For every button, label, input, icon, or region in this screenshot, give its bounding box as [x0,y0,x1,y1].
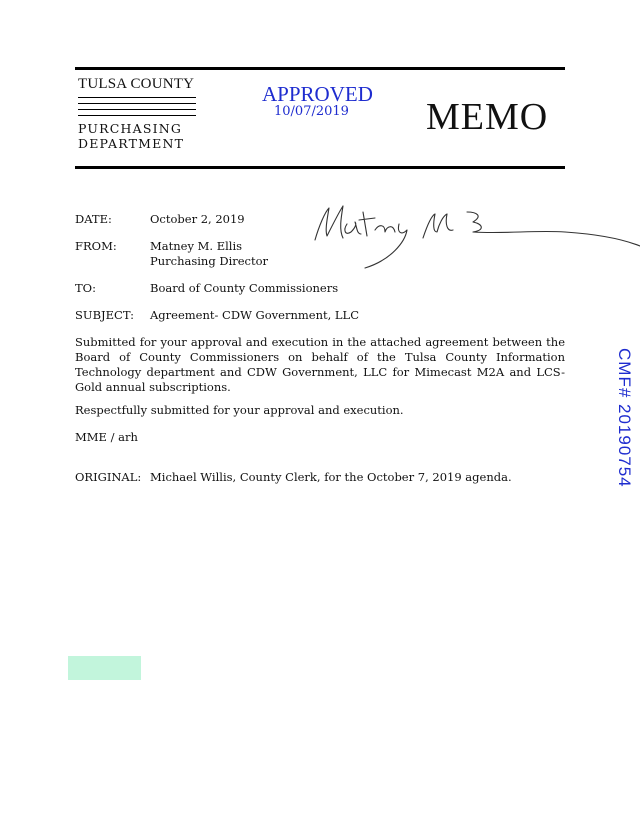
body-paragraph: Submitted for your approval and execution in the attached agreement between the Board of County Commissioners on behalf of the Tulsa County Information Technology department and CDW Government, LLC for Mimecast M2A and LCS-Gold annual subscriptions. [75,335,565,394]
approved-date: 10/07/2019 [274,104,349,119]
date-value: October 2, 2019 [150,212,245,226]
org-name: TULSA COUNTY [78,76,195,92]
cmf-margin-stamp: CMF# 20190754 [615,348,634,488]
dept-name-line-1: PURCHASING [78,121,183,136]
memo-title: MEMO [426,96,549,138]
initials: MME / arh [75,430,138,444]
dept-name-line-2: DEPARTMENT [78,136,185,151]
from-title: Purchasing Director [150,254,269,268]
original-value: Michael Willis, County Clerk, for the October 7, 2019 agenda. [150,470,512,484]
highlight-mark [68,656,141,680]
to-value: Board of County Commissioners [150,281,339,295]
subject-label: SUBJECT: [75,308,134,322]
closing-line: Respectfully submitted for your approval and execution. [75,403,404,417]
approved-stamp: APPROVED [262,82,373,106]
signature-image [305,202,640,270]
date-label: DATE: [75,212,112,226]
header-top-rule [75,67,565,70]
department-block [78,76,200,151]
header-bottom-rule [75,166,565,169]
to-label: TO: [75,281,96,295]
org-decorative-lines [78,97,200,116]
subject-value: Agreement- CDW Government, LLC [150,308,359,322]
from-label: FROM: [75,239,117,253]
from-name: Matney M. Ellis [150,239,243,253]
original-label: ORIGINAL: [75,470,142,484]
